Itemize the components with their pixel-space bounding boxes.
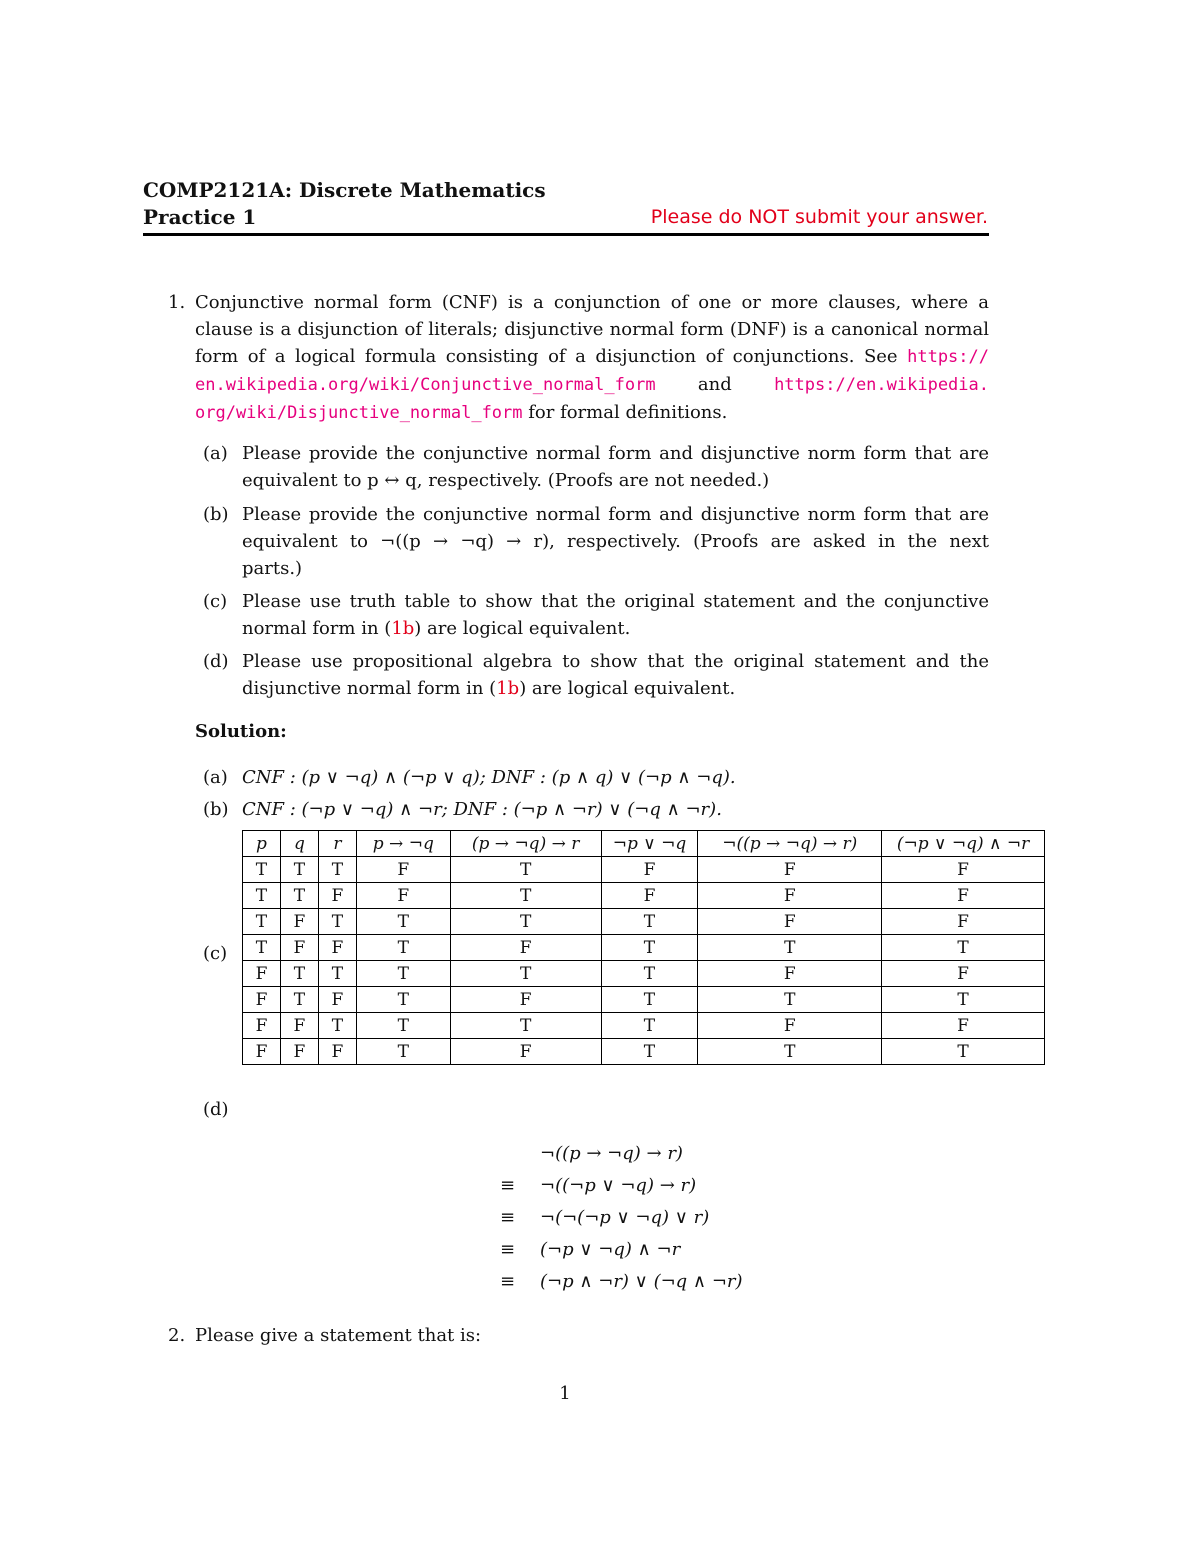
table-header-cell: (p → ¬q) → r bbox=[450, 831, 601, 857]
equivalence-symbol: ≡ bbox=[500, 1239, 516, 1260]
table-header-cell: p → ¬q bbox=[356, 831, 450, 857]
solution-a-text: CNF : (p ∨ ¬q) ∧ (¬p ∨ q); DNF : (p ∧ q) ∨ (¬p ∧ ¬q). bbox=[242, 767, 736, 788]
table-cell: T bbox=[882, 1039, 1045, 1065]
derivation-step bbox=[500, 1138, 900, 1170]
table-cell: T bbox=[450, 857, 601, 883]
table-cell: T bbox=[601, 961, 698, 987]
table-cell: F bbox=[698, 857, 882, 883]
table-cell: T bbox=[318, 961, 356, 987]
table-cell: T bbox=[318, 1013, 356, 1039]
part-c-line-2-text: normal form in ( bbox=[242, 618, 392, 639]
part-c-text bbox=[242, 588, 989, 642]
ref-1b-link[interactable]: 1b bbox=[391, 618, 415, 639]
table-row bbox=[243, 987, 1045, 1013]
intro-line-3 bbox=[195, 343, 989, 371]
table-cell: T bbox=[698, 987, 882, 1013]
ref-1b-link[interactable]: 1b bbox=[496, 678, 520, 699]
derivation-expression: ¬((p → ¬q) → r) bbox=[540, 1143, 683, 1164]
table-cell: F bbox=[243, 1013, 281, 1039]
table-cell: F bbox=[450, 1039, 601, 1065]
part-d-text bbox=[242, 648, 989, 702]
intro-line-1: Conjunctive normal form (CNF) is a conjunction of one or more clauses, where a bbox=[195, 292, 989, 313]
part-d-label: (d) bbox=[203, 651, 229, 672]
table-cell: F bbox=[882, 883, 1045, 909]
table-cell: F bbox=[450, 987, 601, 1013]
table-cell: F bbox=[698, 909, 882, 935]
table-cell: T bbox=[356, 987, 450, 1013]
part-b-text bbox=[242, 501, 989, 582]
table-cell: T bbox=[280, 857, 318, 883]
intro-line-5-text: for formal definitions. bbox=[522, 402, 728, 423]
part-c-line-2-end: ) are logical equivalent. bbox=[414, 618, 631, 639]
equivalence-symbol: ≡ bbox=[500, 1175, 516, 1196]
table-cell: T bbox=[601, 909, 698, 935]
table-cell: T bbox=[450, 1013, 601, 1039]
cnf-link-start[interactable]: https:// bbox=[907, 347, 989, 367]
question-1-intro bbox=[195, 289, 989, 427]
dnf-link[interactable]: org/wiki/Disjunctive_normal_form bbox=[195, 403, 523, 423]
table-header-cell: q bbox=[280, 831, 318, 857]
table-cell: F bbox=[882, 909, 1045, 935]
part-a-text bbox=[242, 440, 989, 494]
table-cell: T bbox=[356, 1013, 450, 1039]
equivalence-symbol: ≡ bbox=[500, 1207, 516, 1228]
derivation-step bbox=[500, 1170, 900, 1202]
part-b-line-2: equivalent to ¬((p → ¬q) → r), respectively. (Proofs are asked in the next bbox=[242, 531, 989, 552]
part-d-line-2-end: ) are logical equivalent. bbox=[519, 678, 736, 699]
dnf-link-start[interactable]: https://en.wikipedia. bbox=[774, 375, 989, 395]
derivation-expression: ¬((¬p ∨ ¬q) → r) bbox=[540, 1175, 697, 1196]
table-cell: T bbox=[601, 935, 698, 961]
table-cell: T bbox=[450, 961, 601, 987]
table-cell: T bbox=[450, 883, 601, 909]
table-cell: F bbox=[280, 1039, 318, 1065]
table-cell: F bbox=[318, 883, 356, 909]
table-cell: F bbox=[698, 1013, 882, 1039]
table-cell: F bbox=[280, 1013, 318, 1039]
table-row bbox=[243, 909, 1045, 935]
practice-title: Practice 1 bbox=[143, 205, 257, 229]
solution-d-label: (d) bbox=[203, 1099, 229, 1120]
table-cell: T bbox=[356, 961, 450, 987]
solution-b-text: CNF : (¬p ∨ ¬q) ∧ ¬r; DNF : (¬p ∧ ¬r) ∨ (¬q ∧ ¬r). bbox=[242, 799, 722, 820]
part-a-line-2: equivalent to p ↔ q, respectively. (Proofs are not needed.) bbox=[242, 470, 770, 491]
derivation-step bbox=[500, 1234, 900, 1266]
table-cell: T bbox=[882, 987, 1045, 1013]
table-row bbox=[243, 935, 1045, 961]
derivation-expression: (¬p ∧ ¬r) ∨ (¬q ∧ ¬r) bbox=[540, 1271, 743, 1292]
table-cell: F bbox=[243, 987, 281, 1013]
part-b-line-1: Please provide the conjunctive normal form and disjunctive norm form that are bbox=[242, 504, 989, 525]
intro-line-5 bbox=[195, 399, 989, 427]
part-d-line-2-text: disjunctive normal form in ( bbox=[242, 678, 497, 699]
table-header-row bbox=[243, 831, 1045, 857]
part-c-line-1: Please use truth table to show that the original statement and the conjunctive bbox=[242, 591, 989, 612]
table-cell: T bbox=[243, 857, 281, 883]
table-cell: T bbox=[243, 909, 281, 935]
table-cell: T bbox=[356, 909, 450, 935]
intro-line-3-text: form of a logical formula consisting of a disjunction of conjunctions. See bbox=[195, 346, 908, 367]
table-cell: F bbox=[698, 883, 882, 909]
solution-heading: Solution: bbox=[195, 721, 287, 742]
table-cell: T bbox=[356, 1039, 450, 1065]
intro-line-2: clause is a disjunction of literals; disjunctive normal form (DNF) is a canonical normal bbox=[195, 319, 989, 340]
table-cell: F bbox=[243, 1039, 281, 1065]
table-cell: F bbox=[882, 857, 1045, 883]
equivalence-symbol: ≡ bbox=[500, 1271, 516, 1292]
table-header-cell: r bbox=[318, 831, 356, 857]
table-cell: F bbox=[882, 961, 1045, 987]
part-c-label: (c) bbox=[203, 591, 228, 612]
table-cell: F bbox=[356, 857, 450, 883]
table-header-cell: p bbox=[243, 831, 281, 857]
table-cell: T bbox=[243, 883, 281, 909]
solution-b-label: (b) bbox=[203, 799, 229, 820]
derivation bbox=[500, 1138, 900, 1298]
part-c-line-2 bbox=[242, 615, 989, 642]
table-cell: T bbox=[318, 909, 356, 935]
table-row bbox=[243, 1013, 1045, 1039]
table-cell: F bbox=[356, 883, 450, 909]
table-cell: F bbox=[601, 883, 698, 909]
table-cell: T bbox=[356, 935, 450, 961]
part-b-label: (b) bbox=[203, 504, 229, 525]
derivation-step bbox=[500, 1266, 900, 1298]
submission-notice: Please do NOT submit your answer. bbox=[650, 206, 988, 228]
table-row bbox=[243, 857, 1045, 883]
truth-table bbox=[242, 830, 1045, 1065]
table-cell: T bbox=[882, 935, 1045, 961]
question-1-number: 1. bbox=[168, 292, 186, 313]
table-cell: F bbox=[318, 1039, 356, 1065]
table-cell: F bbox=[318, 935, 356, 961]
derivation-expression: (¬p ∨ ¬q) ∧ ¬r bbox=[540, 1239, 681, 1260]
table-cell: T bbox=[243, 935, 281, 961]
intro-line-4 bbox=[195, 371, 989, 399]
table-cell: T bbox=[698, 1039, 882, 1065]
table-cell: T bbox=[450, 909, 601, 935]
table-cell: F bbox=[450, 935, 601, 961]
page-number: 1 bbox=[559, 1383, 571, 1404]
table-cell: T bbox=[280, 987, 318, 1013]
table-cell: T bbox=[601, 1013, 698, 1039]
question-2-number: 2. bbox=[168, 1325, 186, 1346]
table-cell: F bbox=[280, 909, 318, 935]
derivation-step bbox=[500, 1202, 900, 1234]
part-d-line-2 bbox=[242, 675, 989, 702]
derivation-expression: ¬(¬(¬p ∨ ¬q) ∨ r) bbox=[540, 1207, 710, 1228]
table-cell: T bbox=[698, 935, 882, 961]
table-cell: F bbox=[280, 935, 318, 961]
table-cell: T bbox=[601, 987, 698, 1013]
question-2-text: Please give a statement that is: bbox=[195, 1325, 482, 1346]
part-b-line-3: parts.) bbox=[242, 558, 303, 579]
table-row bbox=[243, 961, 1045, 987]
header-rule bbox=[143, 233, 989, 236]
part-a-label: (a) bbox=[203, 443, 228, 464]
table-cell: T bbox=[318, 857, 356, 883]
part-d-line-1: Please use propositional algebra to show that the original statement and the bbox=[242, 651, 989, 672]
table-cell: F bbox=[243, 961, 281, 987]
table-header-cell: ¬((p → ¬q) → r) bbox=[698, 831, 882, 857]
table-row bbox=[243, 883, 1045, 909]
and-text: and bbox=[655, 374, 775, 395]
table-cell: F bbox=[698, 961, 882, 987]
course-title: COMP2121A: Discrete Mathematics bbox=[143, 178, 546, 202]
solution-a-label: (a) bbox=[203, 767, 228, 788]
part-a-line-1: Please provide the conjunctive normal form and disjunctive norm form that are bbox=[242, 443, 989, 464]
table-cell: F bbox=[601, 857, 698, 883]
table-cell: F bbox=[882, 1013, 1045, 1039]
table-row bbox=[243, 1039, 1045, 1065]
table-cell: F bbox=[318, 987, 356, 1013]
table-cell: T bbox=[280, 883, 318, 909]
solution-c-label: (c) bbox=[203, 943, 228, 964]
table-header-cell: ¬p ∨ ¬q bbox=[601, 831, 698, 857]
table-cell: T bbox=[280, 961, 318, 987]
cnf-link[interactable]: en.wikipedia.org/wiki/Conjunctive_normal_form bbox=[195, 375, 656, 395]
table-header-cell: (¬p ∨ ¬q) ∧ ¬r bbox=[882, 831, 1045, 857]
table-cell: T bbox=[601, 1039, 698, 1065]
